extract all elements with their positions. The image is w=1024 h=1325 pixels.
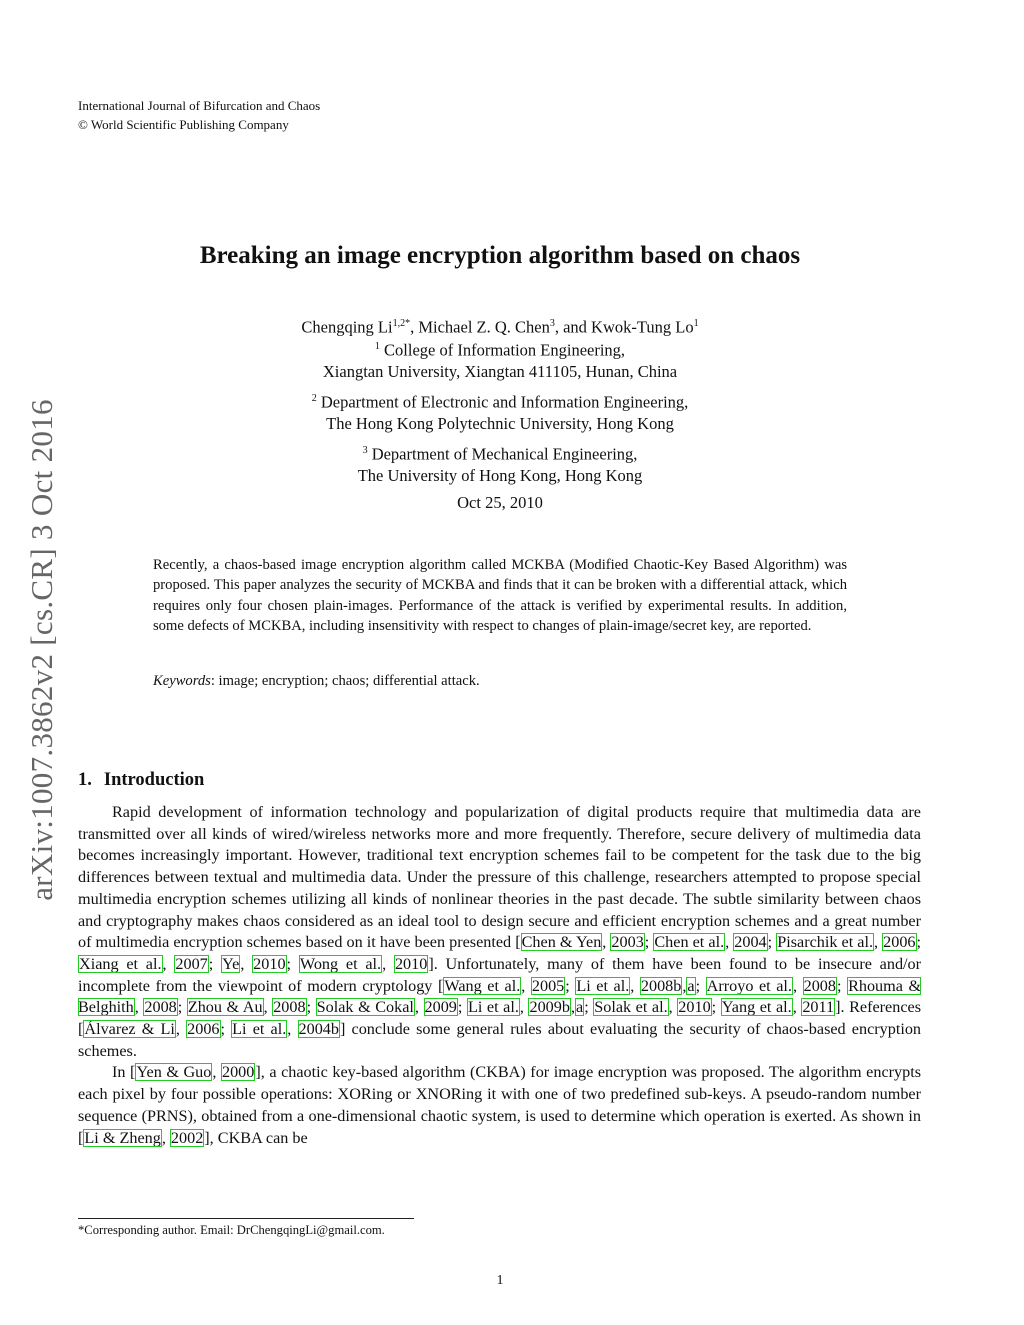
citation-year[interactable]: 2008 bbox=[144, 998, 177, 1017]
section-title: Introduction bbox=[103, 770, 205, 790]
footnote: *Corresponding author. Email: DrChengqingLi@gmail.com. bbox=[78, 1223, 385, 1237]
citation-year[interactable]: a bbox=[687, 976, 695, 995]
section-number: 1. bbox=[78, 770, 92, 790]
citation-author[interactable]: Li et al. bbox=[576, 976, 630, 995]
citation-sep: ; bbox=[286, 954, 299, 973]
citation-author[interactable]: Rhouma & Belghith bbox=[78, 976, 922, 1017]
publisher-name: World Scientific Publishing Company bbox=[90, 117, 289, 132]
body-text bbox=[78, 802, 921, 1149]
citation-author[interactable]: Chen et al. bbox=[654, 933, 725, 952]
abstract: Recently, a chaos-based image encryption algorithm called MCKBA (Modified Chaotic-Key Based Algorithm) was proposed. This paper analyzes the security of MCKBA and finds that it can be broken with a differential attack, which requires only four chosen plain-images. Performance of the attack is verified by experimental results. In addition, some defects of MCKBA, including insensitivity with respect to changes of plain-image/secret key, are reported. bbox=[153, 557, 847, 634]
citation-sep: , bbox=[682, 976, 687, 995]
citation-sep: ; bbox=[306, 998, 316, 1017]
citation-sep: , bbox=[792, 998, 802, 1017]
affiliation-3-line2: The University of Hong Kong, Hong Kong bbox=[357, 465, 643, 485]
citation-sep: , bbox=[162, 954, 175, 973]
citation-sep: ; bbox=[208, 954, 222, 973]
citation-sep: ; bbox=[836, 976, 848, 995]
citation-author[interactable]: Wong et al. bbox=[299, 954, 382, 973]
citation-sep: , bbox=[570, 998, 575, 1017]
citation-author[interactable]: Álvarez & Li bbox=[84, 1020, 175, 1039]
footnote-rule bbox=[78, 1218, 414, 1219]
citation-sep: , bbox=[161, 1128, 170, 1147]
affiliation-1-sup: 1 bbox=[374, 341, 380, 352]
copyright-symbol: © bbox=[78, 117, 88, 132]
citation-year[interactable]: 2010 bbox=[253, 954, 286, 973]
author-1: Chengqing Li bbox=[301, 317, 393, 337]
citation-year[interactable]: 2007 bbox=[175, 954, 208, 973]
author-1-sup: 1,2* bbox=[392, 318, 411, 329]
citation-year[interactable]: a bbox=[576, 998, 584, 1017]
affiliation-3 bbox=[0, 440, 1000, 486]
author-3-sup: 1 bbox=[693, 318, 699, 329]
citation-year[interactable]: 2003 bbox=[611, 933, 644, 952]
affiliation-2 bbox=[0, 388, 1000, 434]
citation-year[interactable]: 2004 bbox=[734, 933, 767, 952]
citation-sep: , bbox=[519, 998, 529, 1017]
citation-author[interactable]: Solak & Cokal bbox=[316, 998, 414, 1017]
para2-text-0: In [ bbox=[112, 1063, 136, 1082]
citation-sep: , bbox=[630, 976, 640, 995]
citation-year[interactable]: 2008b bbox=[640, 976, 682, 995]
citation-sep: , bbox=[240, 954, 253, 973]
citation-sep: ; bbox=[711, 998, 721, 1017]
citation-year[interactable]: 2009b bbox=[529, 998, 570, 1017]
affiliation-2-sup: 2 bbox=[311, 393, 317, 404]
paper-date: Oct 25, 2010 bbox=[457, 493, 543, 512]
citation-sep: , bbox=[212, 1063, 221, 1082]
author-3: , and Kwok-Tung Lo bbox=[554, 317, 694, 337]
citation-sep: ; bbox=[177, 998, 187, 1017]
arxiv-stamp[interactable]: arXiv:1007.3862v2 [cs.CR] 3 Oct 2016 bbox=[24, 399, 59, 901]
paper-title: Breaking an image encryption algorithm based on chaos bbox=[199, 242, 801, 269]
journal-publisher-line bbox=[78, 115, 320, 134]
citation-author[interactable]: Li et al. bbox=[232, 1020, 287, 1039]
citation-year[interactable]: 2002 bbox=[170, 1128, 204, 1147]
citation-author[interactable]: Li et al. bbox=[467, 998, 519, 1017]
citation-author[interactable]: Chen & Yen bbox=[521, 933, 602, 952]
citation-year[interactable]: 2004b bbox=[298, 1020, 339, 1039]
keywords bbox=[153, 673, 480, 690]
para2-text-1: ], a chaotic key-based algorithm (CKBA) for image encryption was proposed. The algorithm encrypts each pixel by four possible operations: XORing or XNORing it with one of two predefined sub-keys. A pseudo-random number sequence (PRNS), obtained from a one-dimensional chaotic system, is used to determine which operation is exerted. As shown in [ bbox=[78, 1063, 922, 1147]
citation-sep: , bbox=[134, 998, 144, 1017]
affiliation-1 bbox=[0, 336, 1000, 382]
affiliation-1-line1: College of Information Engineering, bbox=[379, 340, 626, 360]
citation-author[interactable]: Yen & Guo bbox=[136, 1063, 212, 1082]
author-line bbox=[0, 313, 1000, 338]
citation-sep: ; bbox=[220, 1020, 232, 1039]
citation-sep: , bbox=[175, 1020, 187, 1039]
citation-author[interactable]: Zhou & Au bbox=[187, 998, 263, 1017]
citation-author[interactable]: Arroyo et al. bbox=[706, 976, 792, 995]
citation-sep: ; bbox=[565, 976, 576, 995]
citation-sep: , bbox=[414, 998, 424, 1017]
citation-year[interactable]: 2010 bbox=[678, 998, 711, 1017]
para1-text-3: ] conclude some general rules about evaluating the security of chaos-based encryption schemes. bbox=[78, 1020, 922, 1060]
citation-author[interactable]: Yang et al. bbox=[721, 998, 792, 1017]
citation-sep: ; bbox=[916, 933, 922, 952]
citation-sep: , bbox=[874, 933, 883, 952]
keywords-label: Keywords bbox=[153, 673, 211, 689]
page-number: 1 bbox=[496, 1273, 504, 1288]
citation-year[interactable]: 2006 bbox=[883, 933, 916, 952]
citation-sep: ; bbox=[644, 933, 654, 952]
paragraph-2 bbox=[78, 1062, 921, 1149]
citation-year[interactable]: 2011 bbox=[802, 998, 835, 1017]
citation-sep: ; bbox=[584, 998, 594, 1017]
author-2: , Michael Z. Q. Chen bbox=[410, 317, 550, 337]
citation-author[interactable]: Xiang et al. bbox=[79, 954, 162, 973]
affiliation-3-sup: 3 bbox=[362, 445, 368, 456]
citation-sep: ; bbox=[457, 998, 467, 1017]
affiliation-2-line1: Department of Electronic and Information Engineering, bbox=[316, 392, 689, 412]
citation-sep: , bbox=[382, 954, 394, 973]
citation-sep: , bbox=[263, 998, 273, 1017]
citation-author[interactable]: Wang et al. bbox=[444, 976, 521, 995]
affiliation-2-line2: The Hong Kong Polytechnic University, Hong Kong bbox=[326, 413, 674, 433]
keywords-text: : image; encryption; chaos; differential attack. bbox=[210, 673, 480, 689]
affiliation-1-line2: Xiangtan University, Xiangtan 411105, Hunan, China bbox=[322, 361, 678, 381]
citation-sep: ; bbox=[767, 933, 777, 952]
citation-sep: , bbox=[792, 976, 803, 995]
citation-year[interactable]: 2008 bbox=[803, 976, 836, 995]
section-heading bbox=[78, 770, 204, 791]
para2-text-2: ], CKBA can be bbox=[204, 1128, 308, 1147]
citation-author[interactable]: Li & Zheng bbox=[84, 1128, 161, 1147]
citation-year[interactable]: 2008 bbox=[273, 998, 306, 1017]
para1-text-1: ]. Unfortunately, many of them have been found to be insecure and/or incomplete from the viewpoint of modern cryptology [ bbox=[78, 954, 922, 995]
author-2-sup: 3 bbox=[549, 318, 555, 329]
citation-author[interactable]: Pisarchik et al. bbox=[777, 933, 874, 952]
citation-sep: , bbox=[725, 933, 734, 952]
citation-sep: , bbox=[668, 998, 678, 1017]
citation-sep: , bbox=[287, 1020, 298, 1039]
citation-sep: , bbox=[602, 933, 611, 952]
citation-sep: ; bbox=[695, 976, 706, 995]
citation-author[interactable]: Ye bbox=[222, 954, 240, 973]
citation-year[interactable]: 2006 bbox=[187, 1020, 220, 1039]
affiliation-3-line1: Department of Mechanical Engineering, bbox=[367, 444, 638, 464]
citation-sep: , bbox=[521, 976, 531, 995]
paragraph-1 bbox=[78, 802, 921, 1062]
citation-year[interactable]: 2010 bbox=[394, 954, 428, 973]
journal-header bbox=[78, 96, 320, 134]
journal-name: International Journal of Bifurcation and Chaos bbox=[78, 98, 321, 113]
citation-year[interactable]: 2009 bbox=[424, 998, 457, 1017]
citation-year[interactable]: 2000 bbox=[221, 1063, 255, 1082]
citation-year[interactable]: 2005 bbox=[531, 976, 565, 995]
para1-text-0: Rapid development of information technology and popularization of digital products require that multimedia data are transmitted over all kinds of wired/wireless networks more and more frequently. Therefore, secure delivery of multimedia data becomes increasingly important. However, traditional text encryption schemes fail to be competent for the task due to the big differences between textual and multimedia data. Under the pressure of this challenge, researchers attempted to propose special multimedia encryption schemes utilizing all kinds of nonlinear theories in the past decade. The subtle similarity between chaos and cryptography makes chaos considered as an ideal tool to design secure and efficient encryption schemes and a great number of multimedia encryption schemes based on it have been presented [ bbox=[78, 803, 921, 952]
citation-author[interactable]: Solak et al. bbox=[594, 998, 668, 1017]
para1-text-2: ]. References [ bbox=[78, 998, 921, 1039]
